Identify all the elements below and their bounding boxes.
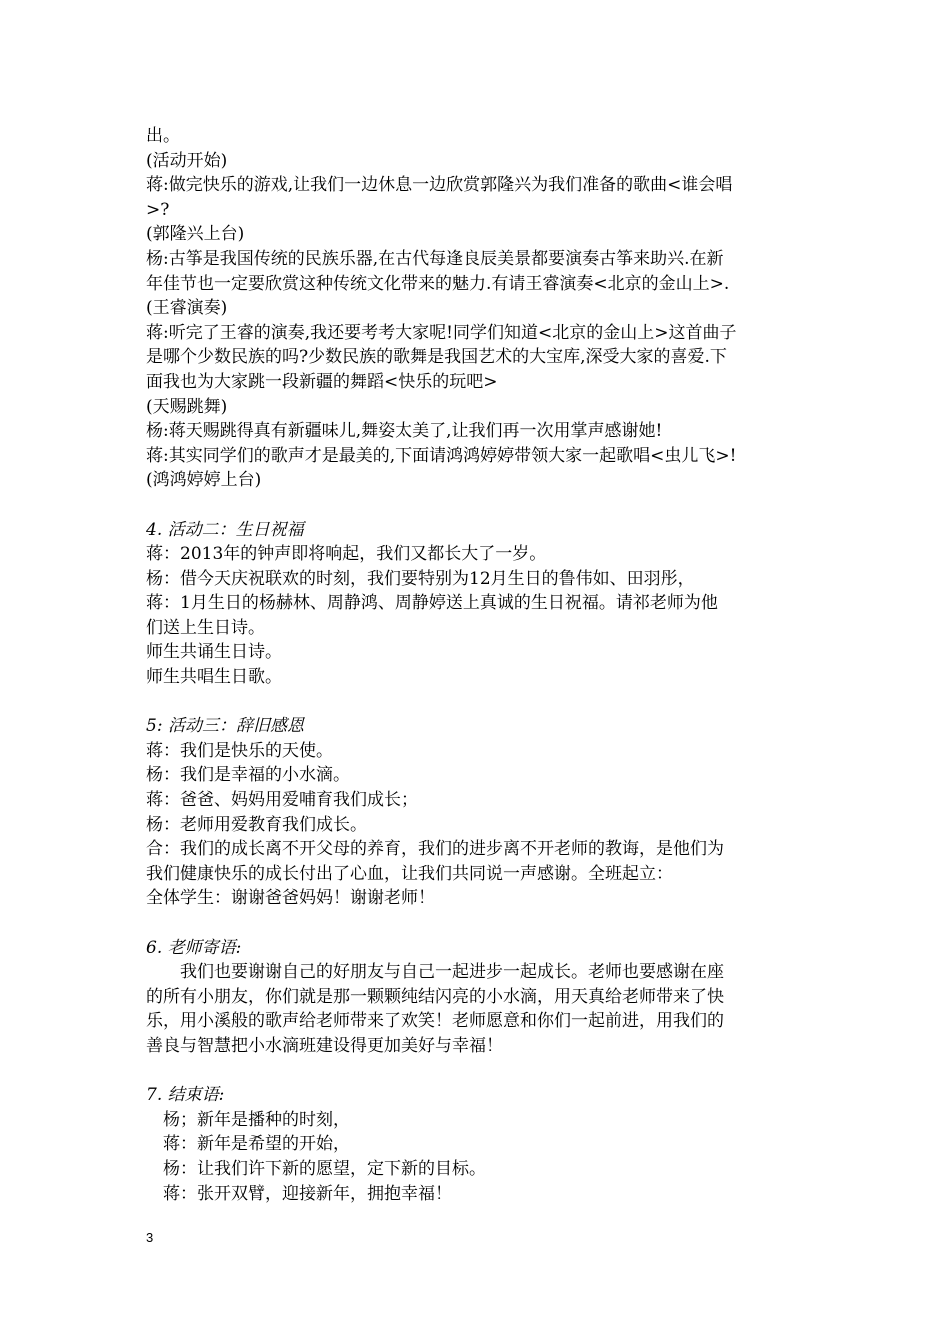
text-line: 蒋：爸爸、妈妈用爱哺育我们成长； xyxy=(146,790,418,811)
text-line: 蒋:其实同学们的歌声才是最美的,下面请鸿鸿婷婷带领大家一起歌唱<虫儿飞>! xyxy=(146,445,737,466)
text-line: (鸿鸿婷婷上台) xyxy=(146,470,262,491)
text-line: >? xyxy=(146,199,170,220)
text-line: 杨：老师用爱教育我们成长。 xyxy=(146,814,367,835)
text-line: 蒋：新年是希望的开始， xyxy=(163,1134,350,1155)
text-line: 出。 xyxy=(146,126,180,146)
text-line: 的所有小朋友，你们就是那一颗颗纯结闪亮的小水滴，用天真给老师带来了快 xyxy=(146,986,724,1007)
text-line: 蒋：张开双臂，迎接新年，拥抱幸福！ xyxy=(163,1183,452,1204)
text-line: 乐，用小溪般的歌声给老师带来了欢笑！老师愿意和你们一起前进，用我们的 xyxy=(146,1011,724,1032)
section-heading: 5: 活动三：辞旧感恩 xyxy=(146,716,304,737)
text-line: 我们也要谢谢自己的好朋友与自己一起进步一起成长。老师也要感谢在座 xyxy=(180,962,724,983)
text-line: 师生共唱生日歌。 xyxy=(146,667,282,688)
section-birthday-wishes xyxy=(146,518,808,690)
text-line: 善良与智慧把小水滴班建设得更加美好与幸福！ xyxy=(146,1035,503,1056)
paragraph-gap xyxy=(146,690,808,715)
paragraph-gap xyxy=(146,1059,808,1084)
paragraph-gap xyxy=(146,493,808,518)
text-line: 杨；新年是播种的时刻， xyxy=(163,1109,350,1130)
paragraph-gap xyxy=(146,911,808,936)
text-line: 合：我们的成长离不开父母的养育，我们的进步离不开老师的教诲，是他们为 xyxy=(146,839,724,860)
section-closing-remarks xyxy=(146,1083,808,1206)
text-line: 蒋：我们是快乐的天使。 xyxy=(146,740,333,761)
text-line: (王睿演奏) xyxy=(146,298,228,319)
text-line: 杨：我们是幸福的小水滴。 xyxy=(146,765,350,786)
section-heading: 7. 结束语: xyxy=(146,1085,225,1106)
text-line: 我们健康快乐的成长付出了心血，让我们共同说一声感谢。全班起立： xyxy=(146,863,673,884)
text-line: (郭隆兴上台) xyxy=(146,224,245,245)
text-line: 蒋：1月生日的杨赫林、周静鸿、周静婷送上真诚的生日祝福。请祁老师为他 xyxy=(146,593,718,614)
section-activity1-program xyxy=(146,124,808,493)
section-heading: 6. 老师寄语: xyxy=(146,937,242,958)
text-line: 全体学生：谢谢爸爸妈妈！谢谢老师！ xyxy=(146,888,435,909)
text-line: 杨：让我们许下新的愿望，定下新的目标。 xyxy=(163,1158,486,1179)
section-heading: 4. 活动二：生日祝福 xyxy=(146,519,304,540)
text-line: 蒋：2013年的钟声即将响起，我们又都长大了一岁。 xyxy=(146,544,547,565)
text-line: 年佳节也一定要欣赏这种传统文化带来的魅力.有请王睿演奏<北京的金山上>. xyxy=(146,273,730,294)
text-line: (活动开始) xyxy=(146,150,228,171)
text-line: (天赐跳舞) xyxy=(146,396,228,417)
document-body xyxy=(146,124,808,1206)
text-line: 面我也为大家跳一段新疆的舞蹈<快乐的玩吧> xyxy=(146,371,498,392)
text-line: 们送上生日诗。 xyxy=(146,617,265,638)
text-line: 蒋:做完快乐的游戏,让我们一边休息一边欣赏郭隆兴为我们准备的歌曲<谁会唱 xyxy=(146,175,733,196)
text-line: 是哪个少数民族的吗?少数民族的歌舞是我国艺术的大宝库,深受大家的喜爱.下 xyxy=(146,347,727,368)
text-line: 杨:古筝是我国传统的民族乐器,在古代每逢良辰美景都要演奏古筝来助兴.在新 xyxy=(146,248,724,269)
text-line: 杨：借今天庆祝联欢的时刻，我们要特别为12月生日的鲁伟如、田羽彤， xyxy=(146,568,695,589)
text-line: 师生共诵生日诗。 xyxy=(146,642,282,663)
text-line: 杨:蒋天赐跳得真有新疆味儿,舞姿太美了,让我们再一次用掌声感谢她! xyxy=(146,421,663,442)
section-farewell-gratitude xyxy=(146,714,808,911)
page-number: 3 xyxy=(146,1230,154,1245)
section-teacher-message xyxy=(146,936,808,1059)
text-line: 蒋:听完了王睿的演奏,我还要考考大家呢!同学们知道<北京的金山上>这首曲子 xyxy=(146,322,737,343)
